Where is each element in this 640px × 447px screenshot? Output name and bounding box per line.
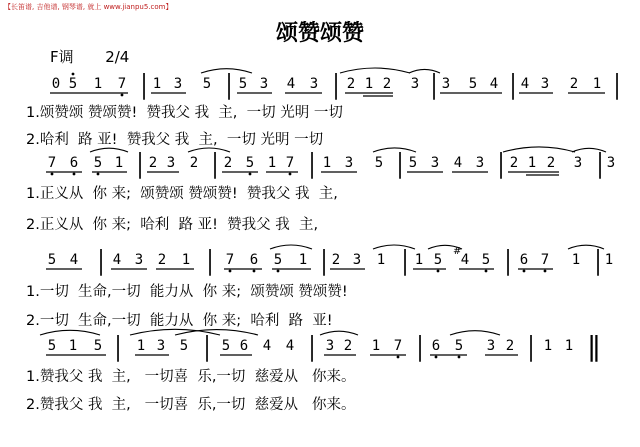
note: 2 xyxy=(148,155,158,171)
tie-slur xyxy=(175,330,258,335)
lyric-text: 一切 生命,一切 能力从 你 来; 哈利 路 亚! xyxy=(39,313,333,329)
note: 3 xyxy=(259,76,269,92)
note: 1 xyxy=(564,338,574,354)
note: 1 xyxy=(543,338,553,354)
note: 1 xyxy=(267,155,277,171)
note: 5 xyxy=(93,155,103,171)
note: 3 xyxy=(441,76,451,92)
note: 3 xyxy=(606,155,616,171)
note: 4 xyxy=(489,76,499,92)
note: 5 xyxy=(374,155,384,171)
note: 4 xyxy=(262,338,272,354)
note: 7 xyxy=(393,338,403,354)
verse-label: 2. xyxy=(26,217,40,233)
verse-label: 1. xyxy=(26,186,40,202)
note: 5 xyxy=(468,76,478,92)
lyric-text: 赞我父 我 主, 一切喜 乐,一切 慈爱从 你来。 xyxy=(39,369,356,385)
note: 5 xyxy=(47,338,57,354)
note: 3 xyxy=(344,155,354,171)
note: 0 xyxy=(51,76,61,92)
octave-dot xyxy=(121,94,124,97)
note: 1 xyxy=(114,155,124,171)
lyric-line-2 xyxy=(26,128,323,149)
note: 7 xyxy=(285,155,295,171)
octave-dot xyxy=(523,270,526,273)
note: 1 xyxy=(68,338,78,354)
note: 2 xyxy=(223,155,233,171)
barline: | xyxy=(591,243,605,277)
octave-dot xyxy=(485,270,488,273)
barline: | xyxy=(506,67,520,101)
note: 4 xyxy=(285,338,295,354)
barline: | xyxy=(305,329,319,363)
lyric-line-1 xyxy=(26,280,348,301)
note: 6 xyxy=(69,155,79,171)
octave-dot xyxy=(437,270,440,273)
octave-dot xyxy=(253,270,256,273)
note: 5 xyxy=(238,76,248,92)
note: 5 xyxy=(481,252,491,268)
note: 4 xyxy=(69,252,79,268)
note: 3 xyxy=(475,155,485,171)
barline: | xyxy=(501,243,515,277)
verse-label: 1. xyxy=(26,369,40,385)
lyric-text: 正义从 你 来; 哈利 路 亚! 赞我父 我 主, xyxy=(39,217,319,233)
note: 5 xyxy=(433,252,443,268)
note: 4 xyxy=(286,76,296,92)
barline: | xyxy=(393,146,407,180)
time-signature: 2/4 xyxy=(105,48,130,66)
note: 2 xyxy=(509,155,519,171)
note: 3 xyxy=(540,76,550,92)
note: 2 xyxy=(505,338,515,354)
octave-dot xyxy=(229,270,232,273)
octave-dot xyxy=(289,173,292,176)
note: 1 xyxy=(152,76,162,92)
octave-dot xyxy=(397,356,400,359)
note: 1 xyxy=(93,76,103,92)
barline: | xyxy=(610,67,624,101)
verse-label: 1. xyxy=(26,105,40,121)
barline: | xyxy=(203,243,217,277)
note: 3 xyxy=(166,155,176,171)
tie-slur xyxy=(340,68,410,73)
lyric-line-1 xyxy=(26,182,338,203)
key-time-signature xyxy=(50,46,129,67)
lyric-text: 一切 生命,一切 能力从 你 来; 颂赞颂 赞颂赞! xyxy=(39,284,348,300)
note: 1 xyxy=(136,338,146,354)
note: 5 xyxy=(68,76,78,92)
note: 3 xyxy=(410,76,420,92)
note: 1 xyxy=(571,252,581,268)
lyric-text: 正义从 你 来; 颂赞颂 赞颂赞! 赞我父 我 主, xyxy=(39,186,338,202)
barline: | xyxy=(133,146,147,180)
note: 1 xyxy=(527,155,537,171)
note: 3 xyxy=(325,338,335,354)
lyric-line-2 xyxy=(26,213,318,234)
note: 5 xyxy=(245,155,255,171)
note: 5 xyxy=(47,252,57,268)
lyric-text: 赞我父 我 主, 一切喜 乐,一切 慈爱从 你来。 xyxy=(39,397,356,413)
barline: | xyxy=(137,67,151,101)
note: 7 xyxy=(47,155,57,171)
octave-dot xyxy=(544,270,547,273)
note: 4 xyxy=(520,76,530,92)
lyric-text: 颂赞颂 赞颂赞! 赞我父 我 主, 一切 光明 一切 xyxy=(39,105,343,121)
note: 3 xyxy=(156,338,166,354)
note: 1 xyxy=(181,252,191,268)
octave-dot xyxy=(277,270,280,273)
tie-slur xyxy=(450,331,500,335)
octave-dot xyxy=(51,173,54,176)
note: 1 xyxy=(364,76,374,92)
final-barline: ‖ xyxy=(587,329,601,363)
note: 3 xyxy=(573,155,583,171)
tie-slur xyxy=(40,330,100,335)
verse-label: 2. xyxy=(26,132,40,148)
barline: | xyxy=(208,146,222,180)
sharp-accidental: # xyxy=(453,246,462,257)
note: 6 xyxy=(249,252,259,268)
lyric-line-1 xyxy=(26,365,355,386)
barline: | xyxy=(94,243,108,277)
octave-dot xyxy=(249,173,252,176)
note: 7 xyxy=(540,252,550,268)
note: 6 xyxy=(431,338,441,354)
note: 1 xyxy=(371,338,381,354)
note: 3 xyxy=(173,76,183,92)
note: 5 xyxy=(273,252,283,268)
barline: | xyxy=(317,243,331,277)
note: 5 xyxy=(202,76,212,92)
note: 1 xyxy=(376,252,386,268)
octave-dot xyxy=(72,73,75,76)
barline: | xyxy=(593,146,607,180)
barline: | xyxy=(329,67,343,101)
note: 2 xyxy=(569,76,579,92)
note: 4 xyxy=(112,252,122,268)
octave-dot xyxy=(458,356,461,359)
note: 1 xyxy=(322,155,332,171)
lyric-text: 哈利 路 亚! 赞我父 我 主, 一切 光明 一切 xyxy=(39,132,324,148)
verse-label: 2. xyxy=(26,313,40,329)
note: 2 xyxy=(331,252,341,268)
tie-slur xyxy=(320,331,358,335)
note: 5 xyxy=(221,338,231,354)
note: 3 xyxy=(430,155,440,171)
key-signature: F调 xyxy=(50,48,74,66)
note: 5 xyxy=(179,338,189,354)
song-title: 颂赞颂赞 xyxy=(275,21,364,46)
octave-dot xyxy=(97,173,100,176)
note: 2 xyxy=(157,252,167,268)
note: 6 xyxy=(239,338,249,354)
barline: | xyxy=(413,329,427,363)
note: 4 xyxy=(460,252,470,268)
octave-dot xyxy=(73,173,76,176)
note: 3 xyxy=(309,76,319,92)
note: 7 xyxy=(117,76,127,92)
note: 6 xyxy=(519,252,529,268)
note: 2 xyxy=(343,338,353,354)
note: 5 xyxy=(454,338,464,354)
octave-dot xyxy=(435,356,438,359)
note: 1 xyxy=(604,252,614,268)
note: 2 xyxy=(546,155,556,171)
tie-slur xyxy=(503,147,575,152)
note: 2 xyxy=(382,76,392,92)
barline: | xyxy=(398,243,412,277)
note: 1 xyxy=(592,76,602,92)
note: 1 xyxy=(298,252,308,268)
note: 5 xyxy=(93,338,103,354)
note: 3 xyxy=(134,252,144,268)
verse-label: 1. xyxy=(26,284,40,300)
barline: | xyxy=(305,146,319,180)
note: 2 xyxy=(346,76,356,92)
note: 3 xyxy=(486,338,496,354)
barline: | xyxy=(494,146,508,180)
barline: | xyxy=(222,67,236,101)
note: 4 xyxy=(453,155,463,171)
note: 2 xyxy=(189,155,199,171)
tie-slur xyxy=(270,245,312,249)
lyric-line-2 xyxy=(26,309,333,330)
note: 7 xyxy=(225,252,235,268)
note: 3 xyxy=(352,252,362,268)
verse-label: 2. xyxy=(26,397,40,413)
header-note: 【长笛谱, 吉他谱, 钢琴谱, 就上 www.jianpu5.com】 xyxy=(4,3,173,11)
lyric-line-2 xyxy=(26,393,355,414)
barline: | xyxy=(427,67,441,101)
barline: | xyxy=(200,329,214,363)
note: 1 xyxy=(414,252,424,268)
barline: | xyxy=(111,329,125,363)
lyric-line-1 xyxy=(26,101,343,122)
note: 5 xyxy=(408,155,418,171)
barline: | xyxy=(524,329,538,363)
